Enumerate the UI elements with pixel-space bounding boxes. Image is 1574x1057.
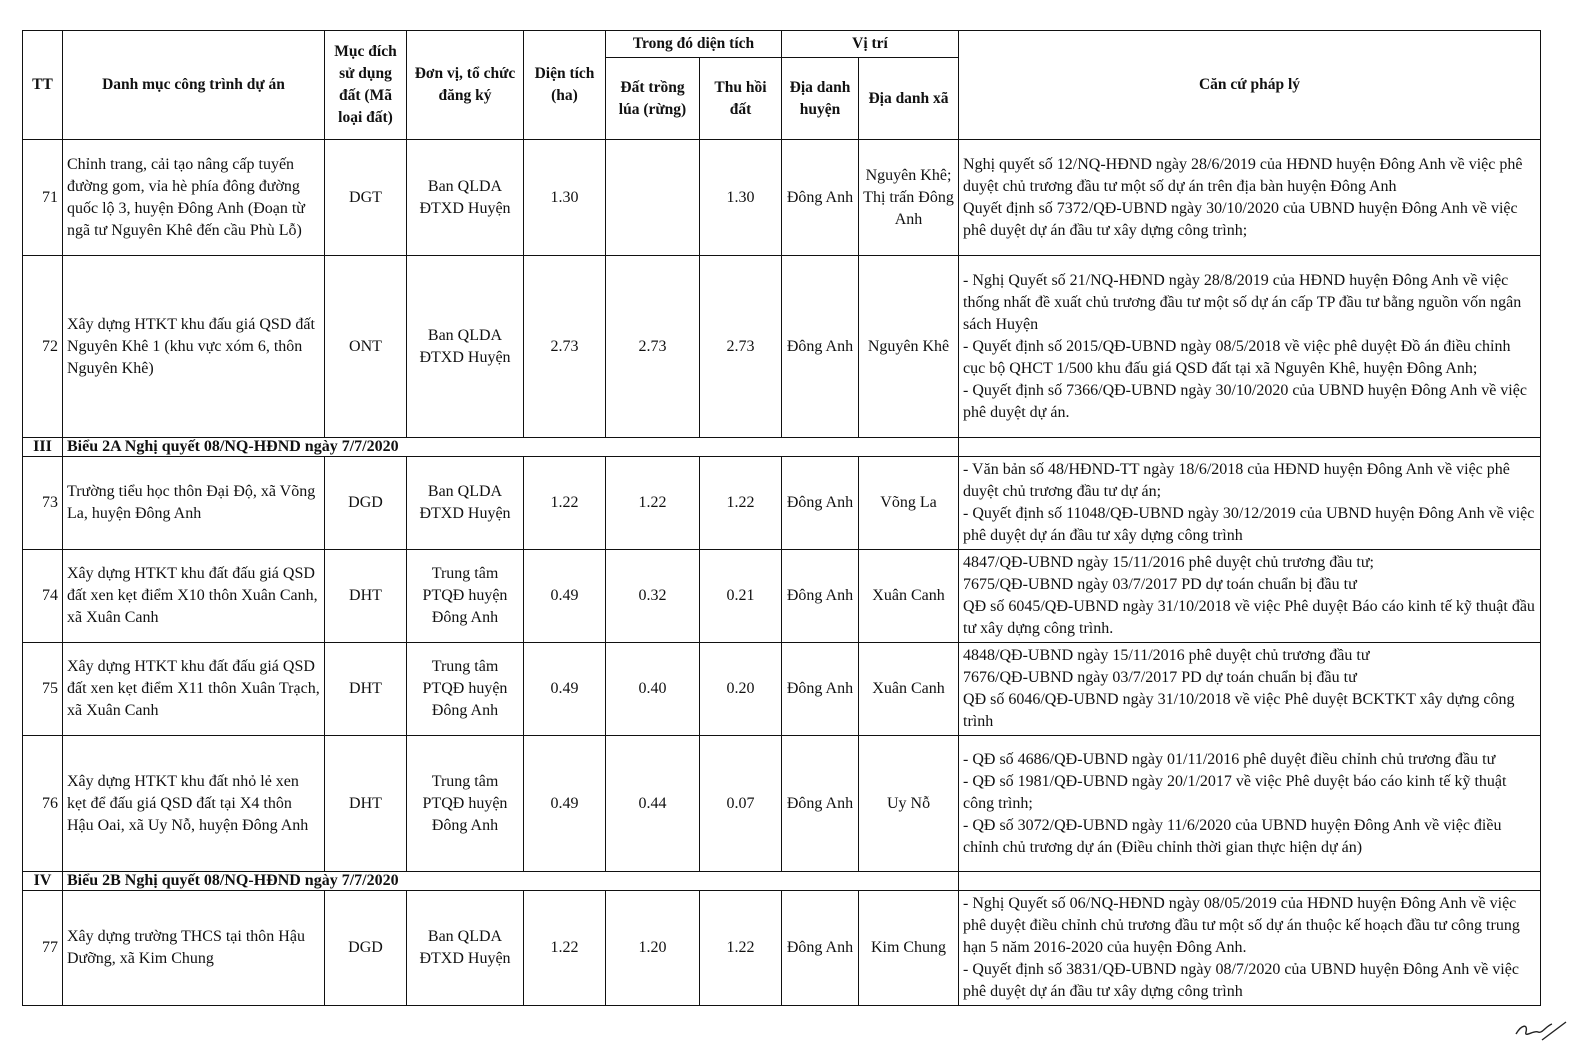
header-rice-land: Đất trồng lúa (rừng)	[606, 58, 700, 140]
commune-name: Nguyên Khê	[859, 256, 959, 438]
header-commune: Địa danh xã	[859, 58, 959, 140]
rice-land-area: 0.44	[606, 736, 700, 872]
rice-land-area: 0.40	[606, 643, 700, 736]
legal-basis-line: 4847/QĐ-UBND ngày 15/11/2016 phê duyệt chủ trương đầu tư;	[963, 554, 1374, 571]
project-table	[22, 30, 1541, 1006]
commune-name: Nguyên Khê; Thị trấn Đông Anh	[859, 140, 959, 256]
rice-land-area: 1.20	[606, 891, 700, 1006]
commune-name: Võng La	[859, 457, 959, 550]
land-use-plan-table-sheet	[22, 30, 1540, 1006]
project-name: Chỉnh trang, cải tạo nâng cấp tuyến đường gom, vỉa hè phía đông đường quốc lộ 3, huyện Đông Anh (Đoạn từ ngã tư Nguyên Khê đến cầu Phù Lỗ)	[63, 140, 325, 256]
table-row	[23, 256, 1541, 438]
district-name: Đông Anh	[782, 457, 859, 550]
header-district: Địa danh huyện	[782, 58, 859, 140]
land-use-code: ONT	[325, 256, 407, 438]
area-ha: 0.49	[524, 736, 606, 872]
recovered-land-area: 0.21	[700, 550, 782, 643]
section-title: Biểu 2B Nghị quyết 08/NQ-HĐND ngày 7/7/2020	[63, 872, 959, 891]
land-use-code: DHT	[325, 736, 407, 872]
section-title: Biểu 2A Nghị quyết 08/NQ-HĐND ngày 7/7/2020	[63, 438, 959, 457]
header-within-area: Trong đó diện tích	[606, 31, 782, 58]
row-number: 74	[23, 550, 63, 643]
row-number: 71	[23, 140, 63, 256]
section-row	[23, 438, 1541, 457]
header-purpose: Mục đích sử dụng đất (Mã loại đất)	[325, 31, 407, 140]
district-name: Đông Anh	[782, 736, 859, 872]
recovered-land-area: 1.22	[700, 891, 782, 1006]
section-legal-cell	[959, 872, 1541, 891]
registering-unit: Ban QLDA ĐTXD Huyện	[407, 457, 524, 550]
section-legal-cell	[959, 438, 1541, 457]
registering-unit: Ban QLDA ĐTXD Huyện	[407, 891, 524, 1006]
land-use-code: DGT	[325, 140, 407, 256]
legal-basis-line: - Quyết định số 2015/QĐ-UBND ngày 08/5/2018 về việc phê duyệt Đồ án điều chỉnh cục bộ QHCT 1/500 khu đấu giá QSD đất tại xã Nguyên Khê, huyện Đông Anh;	[963, 337, 1511, 377]
table-row	[23, 140, 1541, 256]
registering-unit: Ban QLDA ĐTXD Huyện	[407, 256, 524, 438]
rice-land-area	[606, 140, 700, 256]
legal-basis-line: Nghị quyết số 12/NQ-HĐND ngày 28/6/2019 của HĐND huyện Đông Anh về việc phê duyệt chủ trương đầu tư một số dự án trên địa bàn huyện Đông Anh	[963, 155, 1523, 195]
land-use-code: DGD	[325, 891, 407, 1006]
legal-basis	[959, 643, 1541, 736]
area-ha: 0.49	[524, 550, 606, 643]
recovered-land-area: 1.30	[700, 140, 782, 256]
row-number: 76	[23, 736, 63, 872]
registering-unit: Trung tâm PTQĐ huyện Đông Anh	[407, 643, 524, 736]
recovered-land-area: 0.07	[700, 736, 782, 872]
legal-basis-line: - QĐ số 4686/QĐ-UBND ngày 01/11/2016 phê duyệt điều chỉnh chủ trương đầu tư	[963, 750, 1496, 768]
legal-basis	[959, 891, 1541, 1006]
legal-basis-line: Quyết định số 7372/QĐ-UBND ngày 30/10/2020 của UBND huyện Đông Anh về việc phê duyệt dự án đầu tư xây dựng công trình;	[963, 199, 1518, 239]
recovered-land-area: 0.20	[700, 643, 782, 736]
table-row	[23, 457, 1541, 550]
row-number: 73	[23, 457, 63, 550]
header-unit: Đơn vị, tổ chức đăng ký	[407, 31, 524, 140]
rice-land-area: 0.32	[606, 550, 700, 643]
legal-basis	[959, 256, 1541, 438]
registering-unit: Trung tâm PTQĐ huyện Đông Anh	[407, 736, 524, 872]
legal-basis-line: - QĐ số 1981/QĐ-UBND ngày 20/1/2017 về việc Phê duyệt báo cáo kinh tế kỹ thuật công trình;	[963, 772, 1507, 812]
table-body	[23, 140, 1541, 1006]
legal-basis-line: - Nghị Quyết số 21/NQ-HĐND ngày 28/8/2019 của HĐND huyện Đông Anh về việc thống nhất đề xuất chủ trương đầu tư một số dự án cấp TP đầu tư bằng nguồn vốn ngân sách Huyện	[963, 271, 1522, 333]
registering-unit: Trung tâm PTQĐ huyện Đông Anh	[407, 550, 524, 643]
table-row	[23, 891, 1541, 1006]
legal-basis	[959, 550, 1541, 643]
legal-basis	[959, 736, 1541, 872]
area-ha: 1.30	[524, 140, 606, 256]
table-row	[23, 736, 1541, 872]
legal-basis-line: 7675/QĐ-UBND ngày 03/7/2017 PD dự toán chuẩn bị đầu tư	[963, 576, 1357, 593]
header-location: Vị trí	[782, 31, 959, 58]
project-name: Xây dựng HTKT khu đất nhỏ lẻ xen kẹt để đấu giá QSD đất tại X4 thôn Hậu Oai, xã Uy Nỗ, huyện Đông Anh	[63, 736, 325, 872]
recovered-land-area: 2.73	[700, 256, 782, 438]
header-area: Diện tích (ha)	[524, 31, 606, 140]
table-row	[23, 550, 1541, 643]
header-tt: TT	[23, 31, 63, 140]
table-header	[23, 31, 1541, 140]
area-ha: 1.22	[524, 891, 606, 1006]
district-name: Đông Anh	[782, 550, 859, 643]
project-name: Trường tiểu học thôn Đại Độ, xã Võng La, huyện Đông Anh	[63, 457, 325, 550]
rice-land-area: 1.22	[606, 457, 700, 550]
district-name: Đông Anh	[782, 140, 859, 256]
legal-basis-line: - Quyết định số 7366/QĐ-UBND ngày 30/10/2020 của UBND huyện Đông Anh về việc phê duyệt dự án.	[963, 381, 1527, 421]
area-ha: 2.73	[524, 256, 606, 438]
legal-basis-line: - Nghị Quyết số 06/NQ-HĐND ngày 08/05/2019 của HĐND huyện Đông Anh về việc phê duyệt điều chỉnh chủ trương đầu tư một số dự án thuộc kế hoạch đầu tư công trung hạn 5 năm 2016-2020 của huyện Đông Anh.	[963, 895, 1520, 956]
district-name: Đông Anh	[782, 891, 859, 1006]
commune-name: Xuân Canh	[859, 643, 959, 736]
project-name: Xây dựng HTKT khu đất đấu giá QSD đất xen kẹt điểm X10 thôn Xuân Canh, xã Xuân Canh	[63, 550, 325, 643]
legal-basis-line: 7676/QĐ-UBND ngày 03/7/2017 PD dự toán chuẩn bị đầu tư	[963, 669, 1357, 686]
rice-land-area: 2.73	[606, 256, 700, 438]
legal-basis-line: QĐ số 6046/QĐ-UBND ngày 31/10/2018 về việc Phê duyệt BCKTKT xây dựng công trình	[963, 691, 1515, 730]
legal-basis-line: - Quyết định số 11048/QĐ-UBND ngày 30/12/2019 của UBND huyện Đông Anh về việc phê duyệt dự án đầu tư xây dựng công trình	[963, 505, 1535, 544]
district-name: Đông Anh	[782, 643, 859, 736]
row-number: 72	[23, 256, 63, 438]
legal-basis-line: - QĐ số 3072/QĐ-UBND ngày 11/6/2020 của UBND huyện Đông Anh về việc điều chỉnh chủ trương dự án (Điều chỉnh thời gian thực hiện dự án)	[963, 816, 1502, 856]
row-number: 77	[23, 891, 63, 1006]
header-legal: Căn cứ pháp lý	[959, 31, 1541, 140]
registering-unit: Ban QLDA ĐTXD Huyện	[407, 140, 524, 256]
commune-name: Uy Nỗ	[859, 736, 959, 872]
table-row	[23, 643, 1541, 736]
area-ha: 0.49	[524, 643, 606, 736]
section-number: IV	[23, 872, 63, 891]
legal-basis-line: 4848/QĐ-UBND ngày 15/11/2016 phê duyệt chủ trương đầu tư	[963, 647, 1370, 664]
section-number: III	[23, 438, 63, 457]
project-name: Xây dựng trường THCS tại thôn Hậu Dưỡng, xã Kim Chung	[63, 891, 325, 1006]
signature-mark	[1512, 1016, 1568, 1044]
project-name: Xây dựng HTKT khu đất đấu giá QSD đất xen kẹt điểm X11 thôn Xuân Trạch, xã Xuân Canh	[63, 643, 325, 736]
legal-basis	[959, 457, 1541, 550]
project-name: Xây dựng HTKT khu đấu giá QSD đất Nguyên Khê 1 (khu vực xóm 6, thôn Nguyên Khê)	[63, 256, 325, 438]
row-number: 75	[23, 643, 63, 736]
commune-name: Xuân Canh	[859, 550, 959, 643]
legal-basis	[959, 140, 1541, 256]
legal-basis-line: - Quyết định số 3831/QĐ-UBND ngày 08/7/2020 của UBND huyện Đông Anh về việc phê duyệt dự án đầu tư xây dựng công trình	[963, 961, 1519, 1000]
header-project: Danh mục công trình dự án	[63, 31, 325, 140]
commune-name: Kim Chung	[859, 891, 959, 1006]
land-use-code: DHT	[325, 550, 407, 643]
header-recovered-land: Thu hồi đất	[700, 58, 782, 140]
area-ha: 1.22	[524, 457, 606, 550]
recovered-land-area: 1.22	[700, 457, 782, 550]
section-row	[23, 872, 1541, 891]
district-name: Đông Anh	[782, 256, 859, 438]
land-use-code: DHT	[325, 643, 407, 736]
land-use-code: DGD	[325, 457, 407, 550]
legal-basis-line: QĐ số 6045/QĐ-UBND ngày 31/10/2018 về việc Phê duyệt Báo cáo kinh tế kỹ thuật đầu tư xây dựng công trình.	[963, 598, 1535, 637]
legal-basis-line: - Văn bản số 48/HĐND-TT ngày 18/6/2018 của HĐND huyện Đông Anh về việc phê duyệt chủ trương đầu tư dự án;	[963, 461, 1510, 500]
